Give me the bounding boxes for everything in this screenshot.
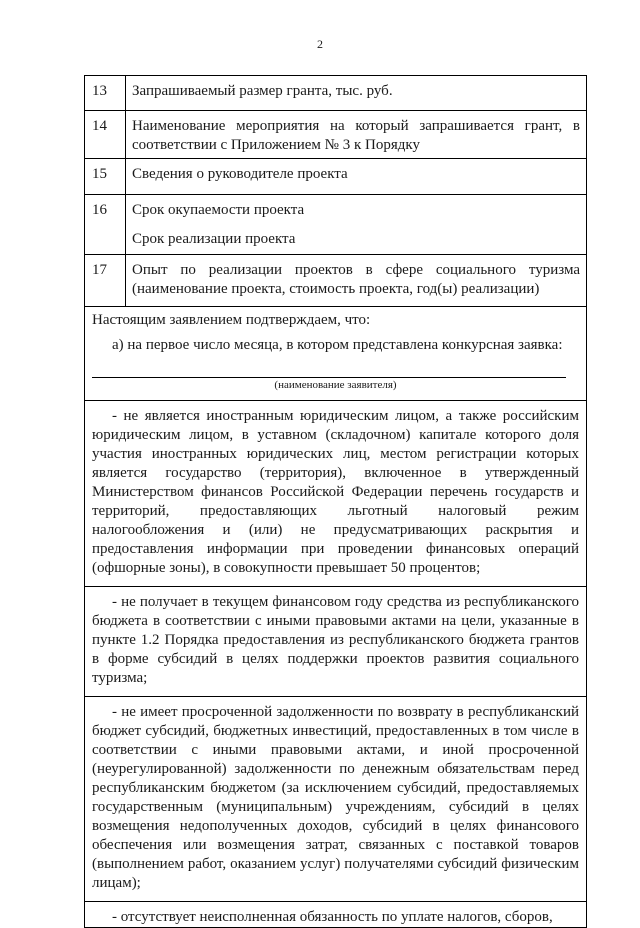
applicant-name-caption: (наименование заявителя)	[274, 379, 397, 391]
declaration-block	[85, 307, 587, 928]
declaration-row	[85, 307, 587, 928]
divider	[85, 901, 586, 902]
page-number: 2	[317, 37, 323, 51]
declaration-intro: Настоящим заявлением подтверждаем, что:	[92, 312, 371, 328]
row-number: 16	[85, 195, 126, 255]
table-row	[85, 76, 587, 111]
row-text: Наименование мероприятия на который запрашивается грант, в соответствии с Приложением № 3 к Порядку	[126, 111, 587, 159]
table-row	[85, 195, 587, 255]
applicant-name-line	[92, 366, 566, 378]
divider	[85, 696, 586, 697]
row-text: Запрашиваемый размер гранта, тыс. руб.	[126, 76, 587, 111]
declaration-clause: - не получает в текущем финансовом году средства из республиканского бюджета в соответствии с иными правовыми актами на цели, указанные в пункте 1.2 Порядка предоставления из республиканского бюджета грантов в форме субсидий в целях поддержки проектов развития социального туризма;	[92, 594, 579, 686]
row-text: Опыт по реализации проектов в сфере социального туризма (наименование проекта, стоимость проекта, год(ы) реализации)	[126, 255, 587, 307]
payback-period-label: Срок окупаемости проекта	[132, 202, 305, 218]
implementation-period-label: Срок реализации проекта	[132, 231, 296, 247]
application-form-table	[84, 75, 587, 928]
table-row	[85, 255, 587, 307]
declaration-clause: - не имеет просроченной задолженности по возврату в республиканский бюджет субсидий, бюджетных инвестиций, предоставленных в том числе в соответствии с иными правовыми актами, и иной просроченной (неурегулированной) задолженности по денежным обязательствам перед республиканским бюджетом (за исключением субсидий, предоставляемых государственным (муниципальным) учреждениям, субсидий в целях возмещения недополученных доходов, субсидий в целях финансового обеспечения или возмещения затрат, связанных с поставкой товаров (выполнением работ, оказанием услуг) получателями субсидий физическим лицам);	[92, 704, 579, 891]
declaration-item-a: а) на первое число месяца, в котором представлена конкурсная заявка:	[112, 337, 563, 353]
declaration-clause: - не является иностранным юридическим лицом, а также российским юридическим лицом, в уставном (складочном) капитале которого доля участия иностранных юридических лиц, местом регистрации которых является государство (территория), включенное в утвержденный Министерством финансов Российской Федерации перечень государств и территорий, предоставляющих льготный налоговый режим налогообложения и (или) не предусматривающих раскрытия и предоставления информации при проведении финансовых операций (офшорные зоны), в совокупности превышает 50 процентов;	[92, 408, 579, 576]
divider	[85, 586, 586, 587]
row-text	[126, 195, 587, 255]
table-row	[85, 111, 587, 159]
row-number: 14	[85, 111, 126, 159]
row-number: 15	[85, 159, 126, 195]
row-text: Сведения о руководителе проекта	[126, 159, 587, 195]
divider	[85, 400, 586, 401]
table-row	[85, 159, 587, 195]
row-number: 13	[85, 76, 126, 111]
declaration-clause: - отсутствует неисполненная обязанность по уплате налогов, сборов,	[112, 909, 553, 925]
row-number: 17	[85, 255, 126, 307]
